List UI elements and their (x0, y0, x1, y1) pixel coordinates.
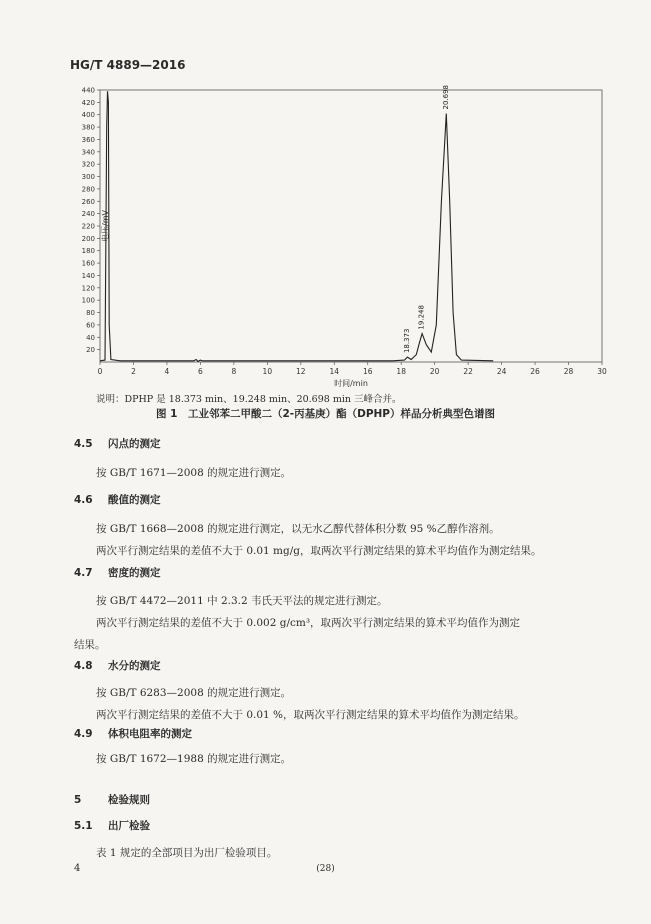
text-line: 按 GB/T 4472—2011 中 2.3.2 韦氏天平法的规定进行测定。 (96, 595, 388, 607)
y-tick-label: 120 (81, 284, 95, 293)
x-tick-label: 4 (164, 367, 170, 376)
standard-code: HG/T 4889—2016 (70, 58, 186, 72)
x-tick-label: 6 (198, 367, 203, 376)
y-tick-label: 100 (81, 296, 95, 305)
paragraph-5-1 (74, 842, 604, 864)
y-tick-label: 280 (81, 185, 95, 194)
section-title: 闪点的测定 (108, 438, 161, 450)
figure-note: 说明：DPHP 是 18.373 min、19.248 min、20.698 min 三峰合并。 (96, 394, 402, 405)
y-tick-label: 240 (81, 210, 95, 219)
figure-title: 图 1 工业邻苯二甲酸二（2-丙基庚）酯（DPHP）样品分析典型色谱图 (155, 408, 496, 420)
text-line: 按 GB/T 1668—2008 的规定进行测定，以无水乙醇代替体积分数 95 %乙醇作溶剂。 (96, 523, 500, 535)
section-number: 4.5 (74, 438, 93, 450)
y-tick-label: 340 (81, 148, 95, 157)
chromatogram-trace (100, 91, 493, 361)
x-tick-label: 30 (597, 367, 607, 376)
y-tick-label: 320 (81, 160, 95, 169)
paragraph-4-7 (74, 590, 604, 656)
text-line: 按 GB/T 1671—2008 的规定进行测定。 (96, 467, 292, 479)
text-line: 两次平行测定结果的差值不大于 0.01 %，取两次平行测定结果的算术平均值作为测定结果。 (96, 709, 525, 721)
x-tick-label: 26 (530, 367, 540, 376)
peak-label: 20.698 (441, 84, 450, 110)
section-title: 密度的测定 (108, 567, 161, 579)
x-tick-label: 14 (329, 367, 340, 376)
y-axis-label: 电压/mV (101, 210, 110, 242)
plot-frame (100, 90, 602, 362)
section-heading-4-7 (74, 565, 161, 580)
paragraph-4-5 (74, 462, 604, 484)
text-line: 结果。 (74, 639, 106, 651)
page-number: 4 (74, 863, 81, 874)
section-number: 4.7 (74, 567, 93, 579)
section-heading-5 (74, 792, 150, 807)
section-heading-5-1 (74, 818, 150, 833)
x-tick-label: 12 (296, 367, 306, 376)
x-tick-label: 20 (429, 367, 440, 376)
section-number: 5.1 (74, 820, 93, 832)
y-tick-label: 140 (81, 271, 95, 280)
text-line: 两次平行测定结果的差值不大于 0.002 g/cm³，取两次平行测定结果的算术平均值作为测定 (96, 617, 521, 629)
section-title: 酸值的测定 (108, 494, 161, 506)
y-tick-label: 160 (81, 259, 95, 268)
text-line: 按 GB/T 6283—2008 的规定进行测定。 (96, 687, 292, 699)
section-number: 4.6 (74, 494, 93, 506)
y-tick-label: 400 (81, 111, 95, 120)
y-tick-label: 360 (81, 135, 95, 144)
y-tick-label: 260 (81, 197, 95, 206)
section-heading-4-5 (74, 436, 161, 451)
y-tick-label: 440 (81, 86, 95, 95)
x-tick-label: 28 (563, 367, 574, 376)
x-tick-label: 24 (496, 367, 507, 376)
x-tick-label: 22 (463, 367, 473, 376)
x-tick-label: 16 (362, 367, 373, 376)
y-tick-label: 220 (81, 222, 95, 231)
section-heading-4-8 (74, 658, 161, 673)
y-tick-label: 380 (81, 123, 95, 132)
x-tick-label: 18 (396, 367, 406, 376)
paragraph-4-9 (74, 748, 604, 770)
y-tick-label: 20 (86, 346, 95, 355)
x-axis-label: 时间/min (334, 379, 368, 388)
paragraph-4-6 (74, 518, 604, 562)
y-tick-label: 200 (81, 234, 95, 243)
page-footer-mark: (28) (316, 864, 335, 874)
y-tick-label: 80 (86, 309, 95, 318)
section-number: 5 (74, 794, 82, 806)
section-title: 水分的测定 (108, 660, 161, 672)
x-tick-label: 8 (231, 367, 237, 376)
peak-label: 19.248 (417, 305, 426, 330)
section-number: 4.8 (74, 660, 93, 672)
y-tick-label: 420 (81, 98, 95, 107)
text-line: 表 1 规定的全部项目为出厂检验项目。 (96, 847, 278, 859)
x-tick-label: 10 (262, 367, 273, 376)
chromatogram-chart (74, 84, 614, 390)
section-number: 4.9 (74, 728, 93, 740)
section-title: 检验规则 (108, 794, 150, 806)
chromatogram-svg (74, 84, 614, 390)
text-line: 按 GB/T 1672—1988 的规定进行测定。 (96, 753, 292, 765)
y-tick-label: 40 (86, 333, 95, 342)
section-title: 出厂检验 (108, 820, 150, 832)
y-tick-label: 300 (81, 173, 95, 182)
text-line: 两次平行测定结果的差值不大于 0.01 mg/g，取两次平行测定结果的算术平均值作为测定结果。 (96, 545, 542, 557)
y-tick-label: 180 (81, 247, 95, 256)
x-tick-label: 2 (131, 367, 136, 376)
section-title: 体积电阻率的测定 (108, 728, 192, 740)
peak-label: 18.373 (402, 328, 411, 354)
y-tick-label: 60 (86, 321, 95, 330)
x-tick-label: 0 (97, 367, 103, 376)
section-heading-4-9 (74, 726, 192, 741)
paragraph-4-8 (74, 682, 604, 726)
section-heading-4-6 (74, 492, 161, 507)
